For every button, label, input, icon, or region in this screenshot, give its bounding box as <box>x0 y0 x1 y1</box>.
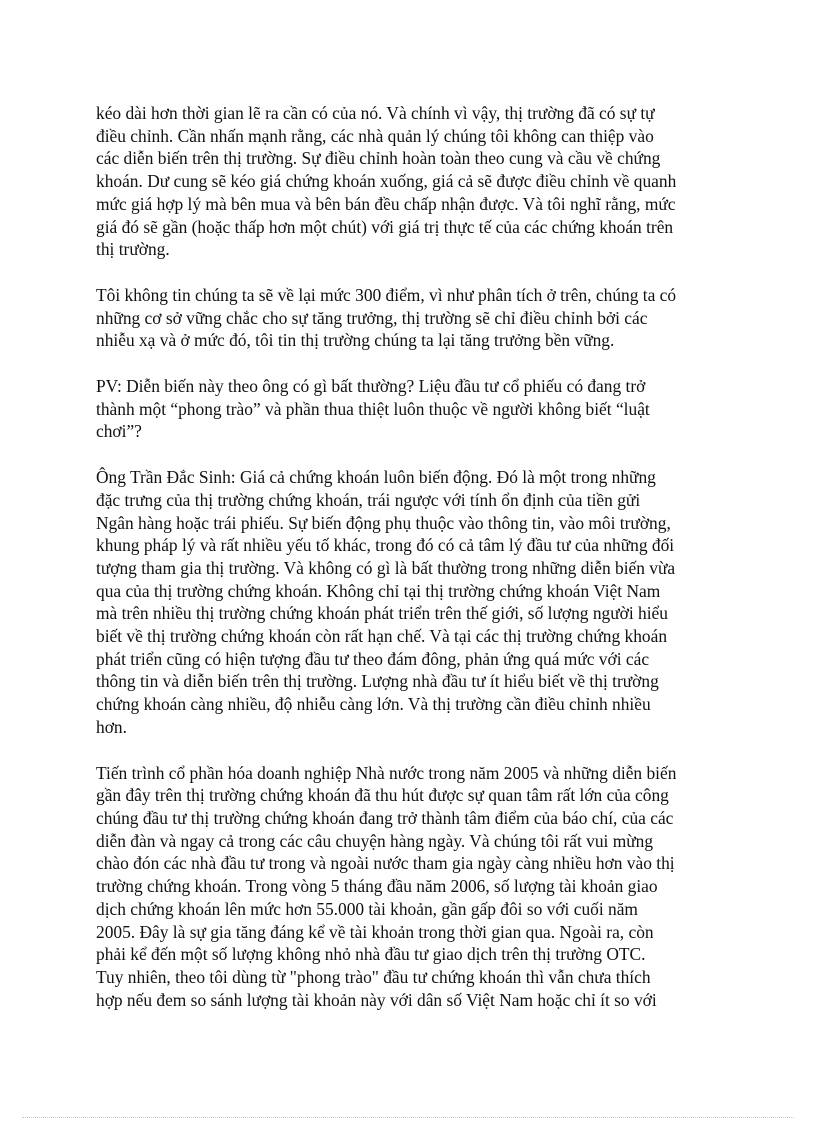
paragraph-equitization <box>96 762 732 1012</box>
text-line: thị trường. <box>96 239 170 260</box>
text-line: chúng đầu tư thị trường chứng khoán đang trở thành tâm điểm của báo chí, của các <box>96 807 674 828</box>
text-line: biết về thị trường chứng khoán còn rất hạn chế. Và tại các thị trường chứng khoán <box>96 626 668 647</box>
text-line: mà trên nhiều thị trường chứng khoán phát triển trên thế giới, số lượng người hiểu <box>96 603 668 624</box>
text-line: hơn. <box>96 716 127 737</box>
paragraph-interview-question <box>96 375 732 443</box>
text-line: chào đón các nhà đầu tư trong và ngoài nước tham gia ngày càng nhiều hơn vào thị <box>96 853 675 874</box>
text-line: PV: Diễn biến này theo ông có gì bất thường? Liệu đầu tư cổ phiếu có đang trở <box>96 376 646 397</box>
text-line: thành một “phong trào” và phần thua thiệt luôn thuộc về người không biết “luật <box>96 398 650 419</box>
text-line: chơi”? <box>96 421 142 442</box>
text-line: hợp nếu đem so sánh lượng tài khoản này với dân số Việt Nam hoặc chỉ ít so với <box>96 989 657 1010</box>
text-line: điều chỉnh. Cần nhấn mạnh rằng, các nhà quản lý chúng tôi không can thiệp vào <box>96 125 654 146</box>
text-line: đặc trưng của thị trường chứng khoán, trái ngược với tính ổn định của tiền gửi <box>96 489 641 510</box>
text-line: khoán. Dư cung sẽ kéo giá chứng khoán xuống, giá cả sẽ được điều chỉnh về quanh <box>96 171 677 192</box>
text-line: trường chứng khoán. Trong vòng 5 tháng đầu năm 2006, số lượng tài khoản giao <box>96 876 658 897</box>
paragraph-spacer <box>96 739 732 762</box>
text-line: Tiến trình cổ phần hóa doanh nghiệp Nhà nước trong năm 2005 và những diễn biến <box>96 762 677 783</box>
paragraph-300-points <box>96 284 732 352</box>
text-line: Ông Trần Đắc Sinh: Giá cả chứng khoán luôn biến động. Đó là một trong những <box>96 467 656 488</box>
paragraph-interview-answer <box>96 466 732 738</box>
paragraph-market-adjustment <box>96 102 732 261</box>
paragraph-spacer <box>96 443 732 466</box>
text-line: phát triển cũng có hiện tượng đầu tư theo đám đông, phản ứng quá mức với các <box>96 648 650 669</box>
text-line: chứng khoán càng nhiều, độ nhiễu càng lớn. Và thị trường cần điều chỉnh nhiều <box>96 694 651 715</box>
text-line: thông tin và diễn biến trên thị trường. Lượng nhà đầu tư ít hiểu biết về thị trường <box>96 671 659 692</box>
text-line: phải kể đến một số lượng không nhỏ nhà đầu tư giao dịch trên thị trường OTC. <box>96 944 646 965</box>
text-line: dịch chứng khoán lên mức hơn 55.000 tài khoản, gần gấp đôi so với cuối năm <box>96 898 638 919</box>
text-line: Tôi không tin chúng ta sẽ về lại mức 300 điểm, vì như phân tích ở trên, chúng ta có <box>96 284 677 305</box>
text-line: gần đây trên thị trường chứng khoán đã thu hút được sự quan tâm rất lớn của công <box>96 785 669 806</box>
text-line: diễn đàn và ngay cả trong các câu chuyện hàng ngày. Và chúng tôi rất vui mừng <box>96 830 654 851</box>
page-bottom-border <box>22 1117 794 1118</box>
paragraph-spacer <box>96 261 732 284</box>
text-line: những cơ sở vững chắc cho sự tăng trưởng, thị trường sẽ chỉ điều chỉnh bởi các <box>96 307 648 328</box>
text-line: Ngân hàng hoặc trái phiếu. Sự biến động phụ thuộc vào thông tin, vào môi trường, <box>96 512 671 533</box>
paragraph-spacer <box>96 352 732 375</box>
text-line: khung pháp lý và rất nhiều yếu tố khác, trong đó có cả tâm lý đầu tư của những đối <box>96 535 675 556</box>
text-line: tượng tham gia thị trường. Và không có gì là bất thường trong những diễn biến vừa <box>96 557 676 578</box>
text-line: kéo dài hơn thời gian lẽ ra cần có của nó. Và chính vì vậy, thị trường đã có sự tự <box>96 103 655 123</box>
text-line: Tuy nhiên, theo tôi dùng từ "phong trào" đầu tư chứng khoán thì vẫn chưa thích <box>96 966 651 987</box>
text-line: mức giá hợp lý mà bên mua và bên bán đều chấp nhận được. Và tôi nghĩ rằng, mức <box>96 193 676 214</box>
text-line: các diễn biến trên thị trường. Sự điều chỉnh hoàn toàn theo cung và cầu về chứng <box>96 148 661 169</box>
text-line: qua của thị trường chứng khoán. Không chỉ tại thị trường chứng khoán Việt Nam <box>96 580 661 601</box>
text-line: 2005. Đây là sự gia tăng đáng kể về tài khoản trong thời gian qua. Ngoài ra, còn <box>96 921 654 942</box>
text-line: nhiễu xạ và ở mức đó, tôi tin thị trường chúng ta lại tăng trưởng bền vững. <box>96 330 615 351</box>
document-page <box>96 102 732 1011</box>
text-line: giá đó sẽ gần (hoặc thấp hơn một chút) với giá trị thực tế của các chứng khoán trên <box>96 216 674 237</box>
